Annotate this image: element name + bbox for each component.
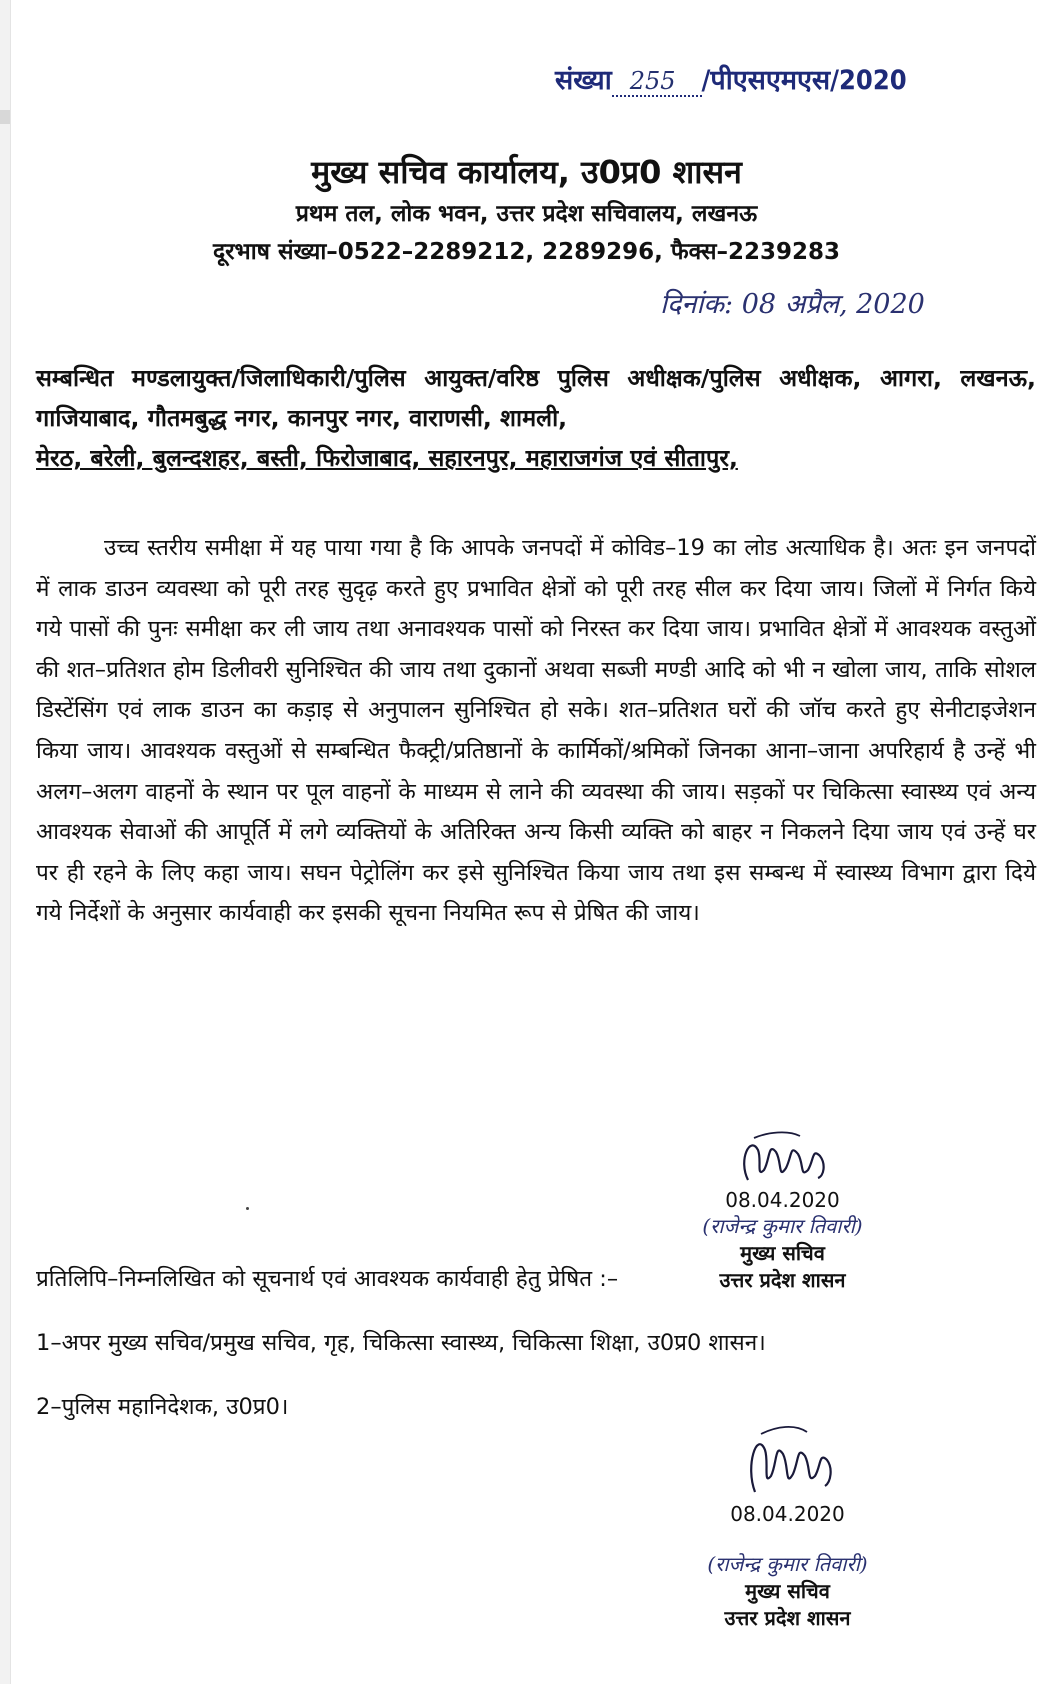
addressee-line-1: सम्बन्धित मण्डलायुक्त/जिलाधिकारी/पुलिस आयुक्त/वरिष्ठ पुलिस अधीक्षक/पुलिस अधीक्षक, आगरा, लखनऊ, गाजियाबाद, गौतमबुद्ध नगर, कानपुर नगर, वाराणसी, शामली, <box>36 364 1036 432</box>
scan-speck <box>246 1207 249 1210</box>
signature-2-date: 08.04.2020 <box>730 1502 845 1526</box>
signature-2-org: उत्तर प्रदेश शासन <box>724 1606 851 1630</box>
office-title: मुख्य सचिव कार्यालय, उ0प्र0 शासन <box>311 153 742 191</box>
letter-body: उच्च स्तरीय समीक्षा में यह पाया गया है कि आपके जनपदों में कोविड–19 का लोड अत्याधिक है। अतः इन जनपदों में लाक डाउन व्यवस्था को पूरी तरह सुदृढ़ करते हुए प्रभावित क्षेत्रों को पूरी तरह सील कर दिया जाय। जिलों में निर्गत किये गये पासों की पुनः समीक्षा कर ली जाय तथा अनावश्यक पासों को निरस्त कर दिया जाय। प्रभावित क्षेत्रों में आवश्यक वस्तुओं की शत–प्रतिशत होम डिलीवरी सुनिश्चित की जाय तथा दुकानों अथवा सब्जी मण्डी आदि को भी न खोला जाय, ताकि सोशल डिस्टेंसिंग एवं लाक डाउन का कड़ाइ से अनुपालन सुनिश्चित हो सके। शत–प्रतिशत घरों की जॉच करते हुए सेनीटाइजेशन किया जाय। आवश्यक वस्तुओं से सम्बन्धित फैक्ट्री/प्रतिष्ठानों के कार्मिकों/श्रमिकों जिनका आना–जाना अपरिहार्य है उन्हें भी अलग–अलग वाहनों के स्थान पर पूल वाहनों के माध्यम से लाने की व्यवस्था की जाय। सड़कों पर चिकित्सा स्वास्थ्य एवं अन्य आवश्यक सेवाओं की आपूर्ति में लगे व्यक्तियों के अतिरिक्त अन्य किसी व्यक्ति को बाहर न निकलने दिया जाय एवं उन्हें घर पर ही रहने के लिए कहा जाय। सघन पेट्रोलिंग कर इसे सुनिश्चित किया जाय तथा इस सम्बन्ध में स्वास्थ्य विभाग द्वारा दिये गये निर्देशों के अनुसार कार्यवाही कर इसकी सूचना नियमित रूप से प्रेषित की जाय। <box>36 535 1036 927</box>
handwritten-date: दिनांक: 08 अप्रैल, 2020 <box>660 289 925 320</box>
office-address: प्रथम तल, लोक भवन, उत्तर प्रदेश सचिवालय, लखनऊ <box>295 201 758 227</box>
reference-suffix: /पीएसएमएस/2020 <box>701 65 907 96</box>
signature-1-title: मुख्य सचिव <box>740 1241 825 1265</box>
signature-1-org: उत्तर प्रदेश शासन <box>719 1268 846 1292</box>
signature-2-name: (राजेन्द्र कुमार तिवारी) <box>707 1552 868 1576</box>
reference-handwritten-number: 255 <box>612 67 702 97</box>
copy-heading: प्रतिलिपि–निम्नलिखित को सूचनार्थ एवं आवश्यक कार्यवाही हेतु प्रेषित :– <box>36 1266 619 1292</box>
reference-prefix: संख्या <box>555 65 612 96</box>
signature-1-date: 08.04.2020 <box>725 1188 840 1212</box>
addressee-districts: मेरठ, बरेली, बुलन्दशहर, बस्ती, फिरोजाबाद, सहारनपुर, महाराजगंज एवं सीतापुर, <box>36 444 738 472</box>
signature-2-title: मुख्य सचिव <box>745 1579 830 1603</box>
signature-scribble-1 <box>728 1130 838 1188</box>
signature-scribble-2 <box>733 1422 843 1502</box>
office-phone: दूरभाष संख्या–0522–2289212, 2289296, फैक्स–2239283 <box>212 239 841 265</box>
addressee-line-2 <box>36 438 1036 478</box>
scan-edge-mark <box>0 110 10 124</box>
copy-item-1: 1–अपर मुख्य सचिव/प्रमुख सचिव, गृह, चिकित्सा स्वास्थ्य, चिकित्सा शिक्षा, उ0प्र0 शासन। <box>36 1330 766 1356</box>
signature-block-1 <box>655 1130 910 1293</box>
signature-block-2 <box>660 1422 915 1631</box>
signature-1-name: (राजेन्द्र कुमार तिवारी) <box>702 1214 863 1238</box>
copy-item-2: 2–पुलिस महानिदेशक, उ0प्र0। <box>36 1394 289 1420</box>
reference-number <box>555 60 907 97</box>
